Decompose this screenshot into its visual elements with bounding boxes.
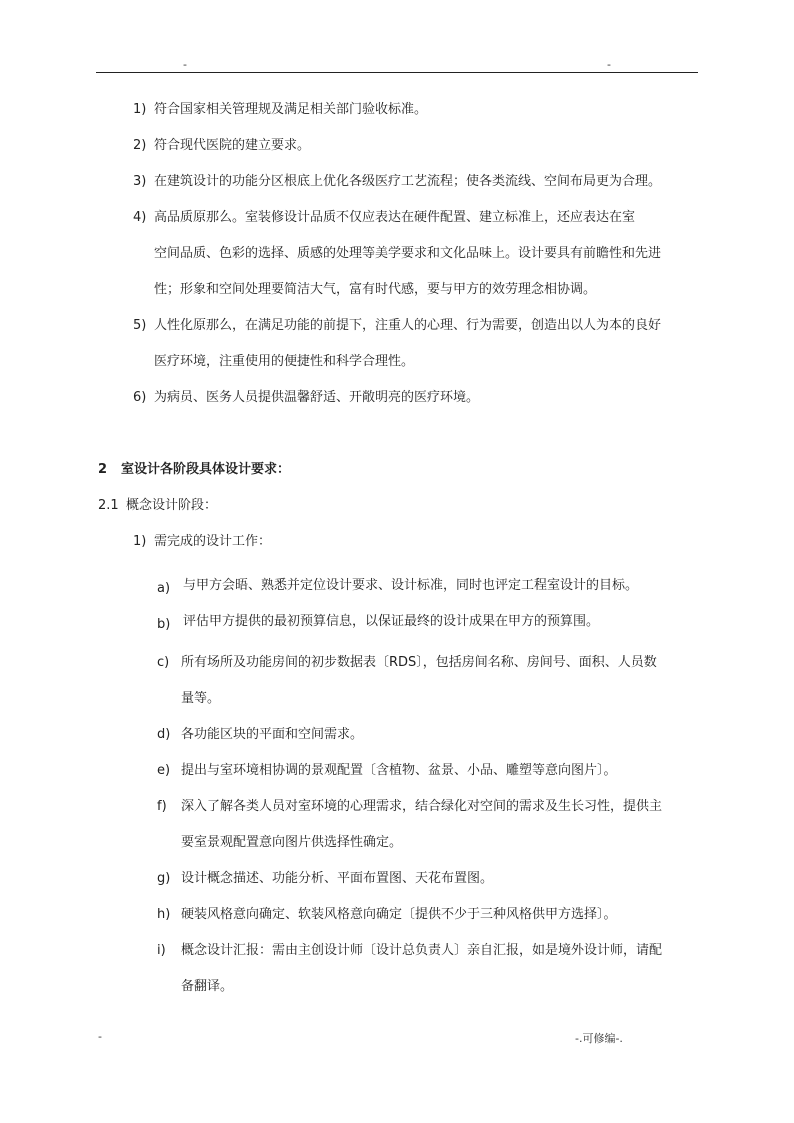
list-item-text: 高品质原那么。室装修设计品质不仅应表达在硬件配置、建立标准上，还应表达在室 (154, 210, 636, 225)
section-number: 2 (98, 462, 108, 477)
list-item-text: 评估甲方提供的最初预算信息，以保证最终的设计成果在甲方的预算围。 (183, 614, 600, 629)
list-item-text: 为病员、医务人员提供温馨舒适、开敞明亮的医疗环境。 (154, 390, 480, 405)
list-item-number: 2) (133, 138, 147, 153)
list-item-number: d) (157, 727, 171, 742)
section-heading: 室设计各阶段具体设计要求： (121, 462, 291, 477)
list-item-text: 与甲方会晤、熟悉并定位设计要求、设计标准，同时也评定工程室设计的目标。 (183, 578, 639, 593)
list-item-number: i) (157, 943, 166, 958)
list-item-text: 空间品质、色彩的选择、质感的处理等美学要求和文化品味上。设计要具有前瞻性和先进 (154, 246, 662, 261)
list-item-number: g) (157, 871, 171, 886)
list-item-number: 1) (133, 102, 147, 117)
list-item-text: 需完成的设计工作： (154, 534, 272, 549)
list-item-number: 5) (133, 318, 147, 333)
list-item-text: 设计概念描述、功能分析、平面布置图、天花布置图。 (181, 871, 494, 886)
list-item-number: 1) (133, 534, 147, 549)
list-item-text: 人性化原那么，在满足功能的前提下，注重人的心理、行为需要，创造出以人为本的良好 (154, 318, 662, 333)
list-item-number: a) (157, 581, 171, 596)
list-item-text: 备翻译。 (181, 979, 234, 994)
list-item-text: 深入了解各类人员对室环境的心理需求，结合绿化对空间的需求及生长习性，提供主 (181, 799, 663, 814)
list-item-number: h) (157, 907, 171, 922)
list-item-text: 性；形象和空间处理要简洁大气，富有时代感，要与甲方的效劳理念相协调。 (154, 282, 597, 297)
list-item-number: 4) (133, 210, 147, 225)
list-item-number: f) (157, 799, 167, 814)
header-rule (96, 72, 698, 73)
list-item-text: 概念设计汇报：需由主创设计师〔设计总负责人〕亲自汇报，如是境外设计师，请配 (181, 943, 663, 958)
list-item-number: 6) (133, 390, 147, 405)
list-item-text: 符合国家相关管理规及满足相关部门验收标准。 (154, 102, 428, 117)
list-item-text: 各功能区块的平面和空间需求。 (181, 727, 364, 742)
subsection-heading: 概念设计阶段： (126, 498, 218, 513)
list-item-number: b) (157, 617, 171, 632)
footer-right-mark: -.可修编-. (575, 1032, 623, 1045)
list-item-text: 要室景观配置意向图片供选择性确定。 (181, 835, 403, 850)
subsection-number: 2.1 (98, 498, 119, 513)
list-item-text: 量等。 (181, 691, 221, 706)
list-item-text: 硬装风格意向确定、软装风格意向确定〔提供不少于三种风格供甲方选择〕。 (181, 907, 617, 922)
list-item-number: 3) (133, 174, 147, 189)
header-left-mark: - (183, 58, 187, 71)
header-right-mark: - (607, 58, 611, 71)
list-item-text: 所有场所及功能房间的初步数据表〔RDS〕，包括房间名称、房间号、面积、人员数 (181, 655, 657, 670)
list-item-text: 医疗环境，注重使用的便捷性和科学合理性。 (154, 354, 415, 369)
list-item-text: 在建筑设计的功能分区根底上优化各级医疗工艺流程；使各类流线、空间布局更为合理。 (154, 174, 662, 189)
list-item-number: e) (157, 763, 171, 778)
list-item-number: c) (157, 655, 170, 670)
list-item-text: 提出与室环境相协调的景观配置〔含植物、盆景、小品、雕塑等意向图片〕。 (181, 763, 617, 778)
list-item-text: 符合现代医院的建立要求。 (154, 138, 311, 153)
footer-left-mark: - (98, 1030, 102, 1043)
